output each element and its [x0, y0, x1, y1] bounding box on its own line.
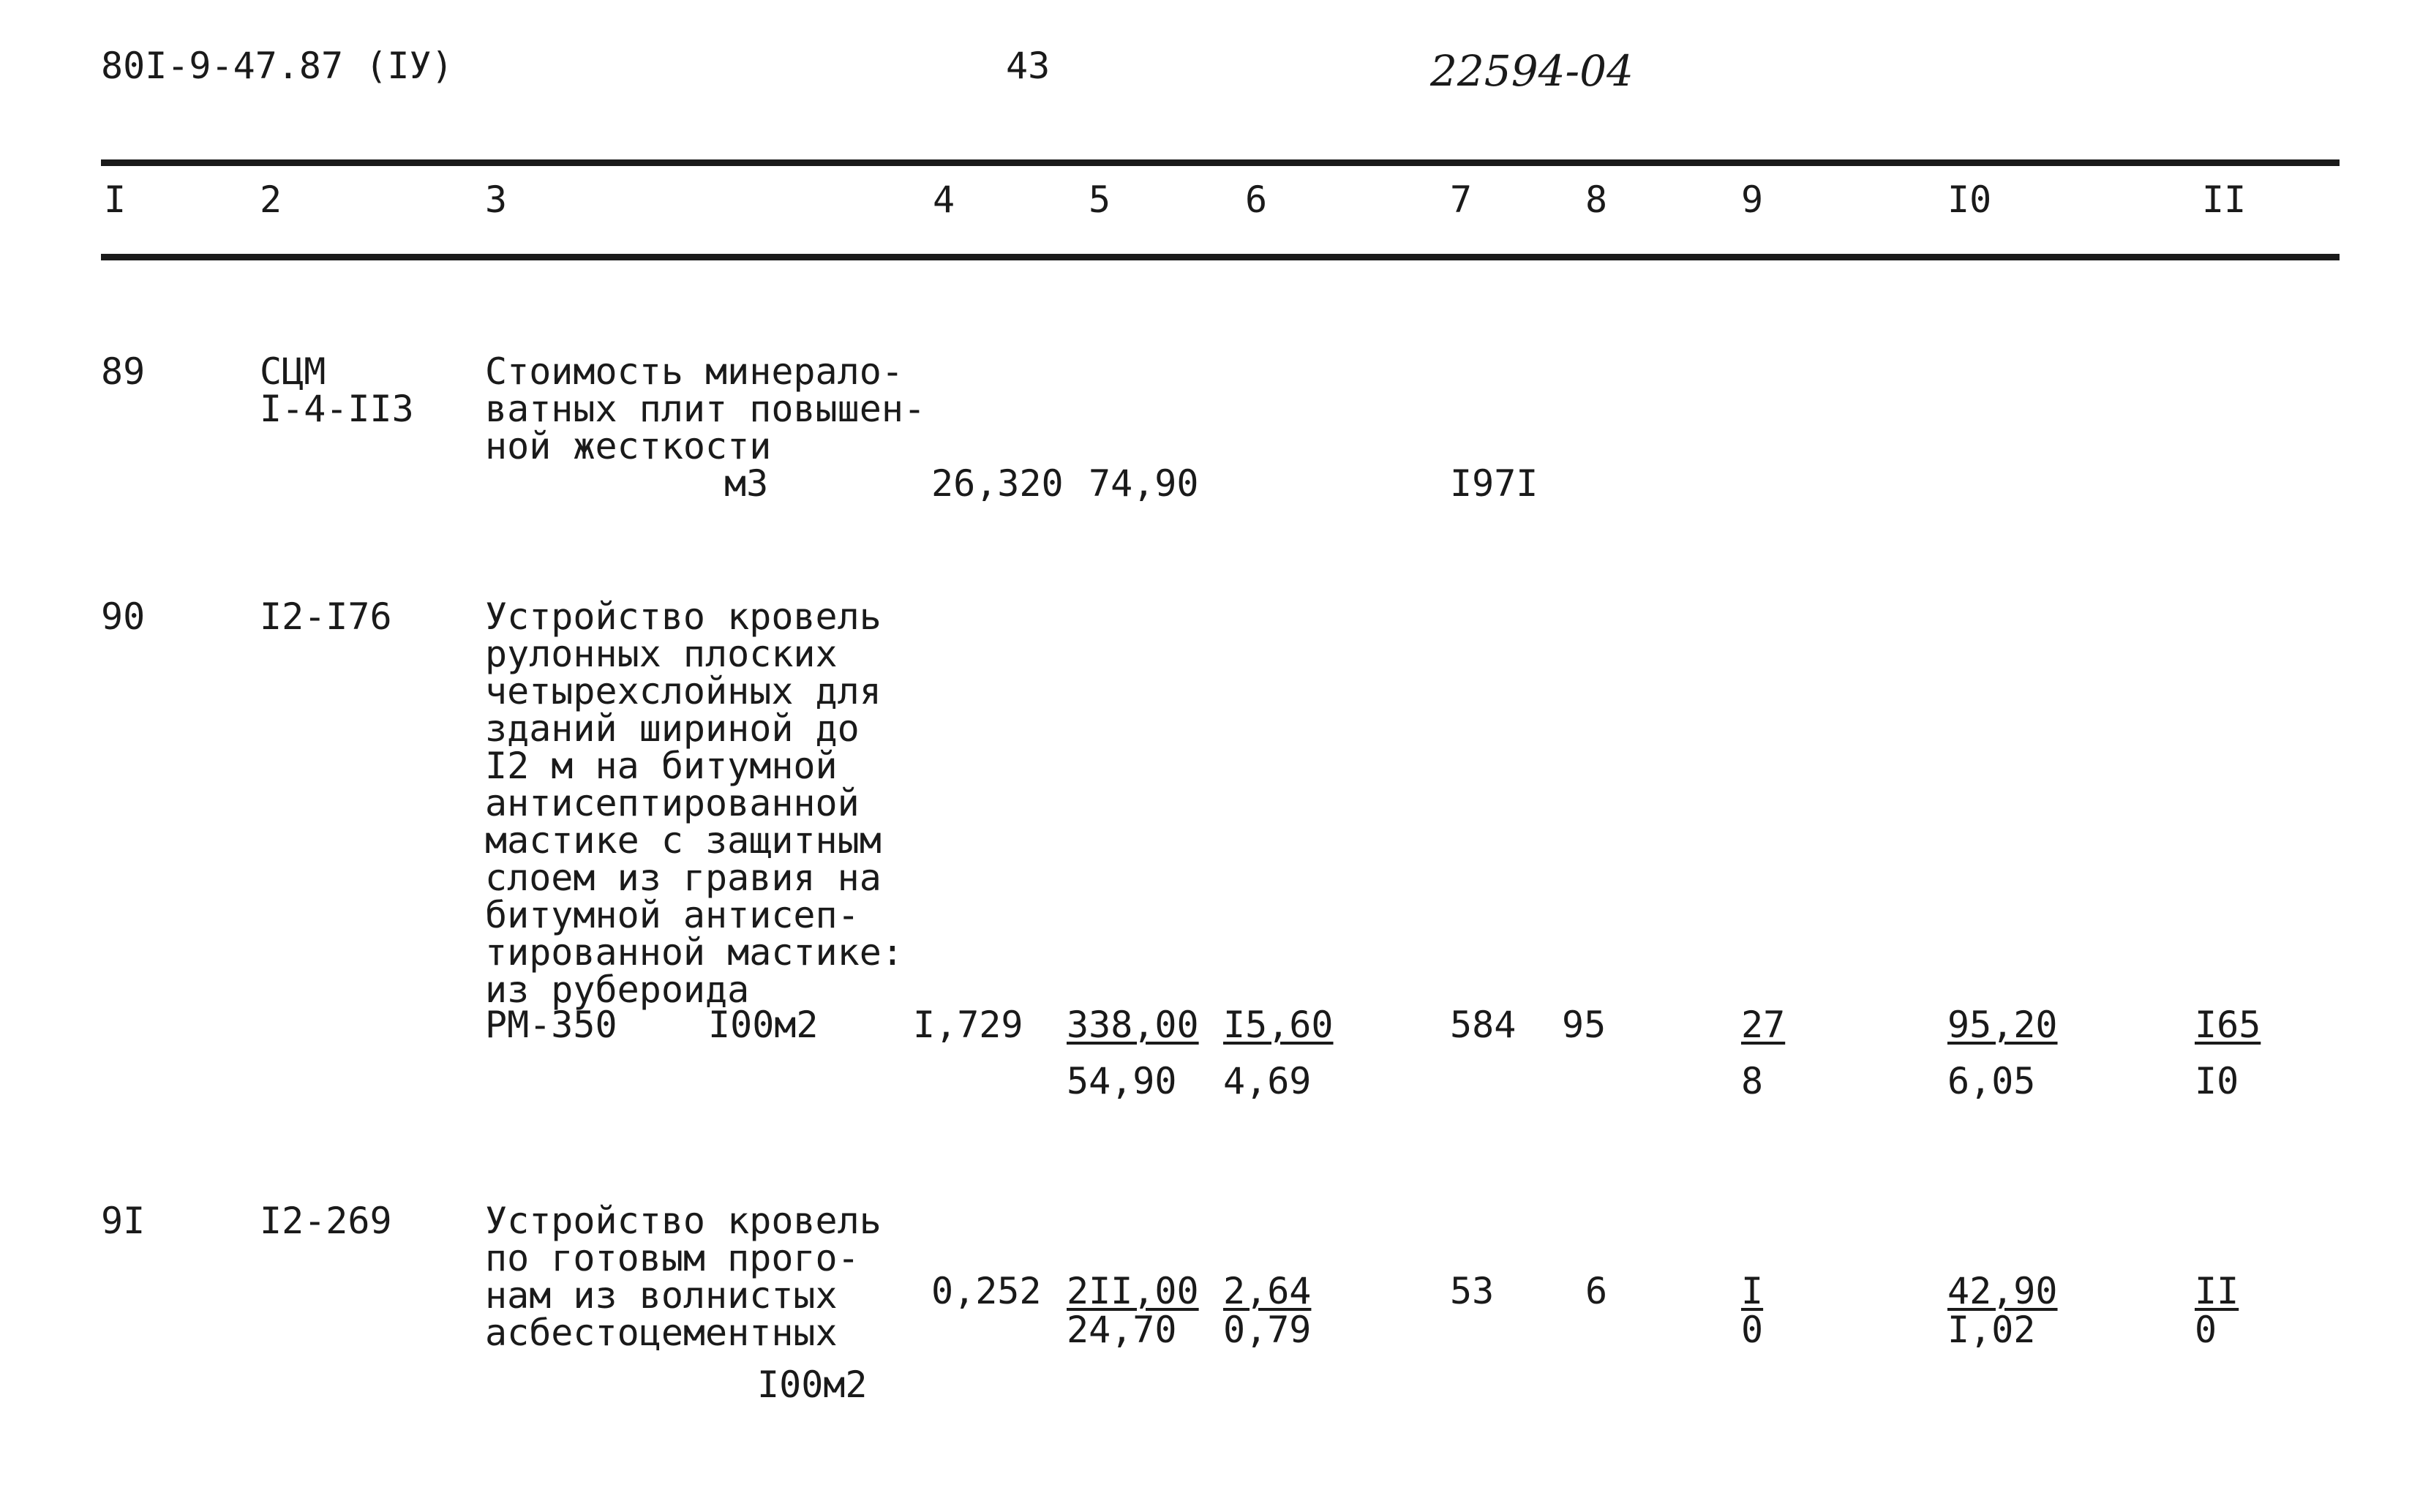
description-line: слоем из гравия на	[485, 857, 882, 899]
column-10-top: 42,90	[1947, 1270, 2058, 1312]
unit-cost-machines-wages: 4,69	[1223, 1060, 1312, 1102]
column-10-top: 95,20	[1947, 1004, 2058, 1046]
row-number: 90	[101, 595, 146, 638]
quantity: 0,252	[931, 1270, 1042, 1312]
unit-cost-machines: 2,64	[1223, 1270, 1312, 1312]
description-line: тированной мастике:	[485, 931, 903, 974]
header-bottom-rule	[101, 254, 2340, 260]
unit-cost-total: 2II,00	[1067, 1270, 1199, 1312]
column-header-7: 7	[1450, 178, 1473, 221]
description-line: ватных плит повышен-	[485, 388, 926, 430]
column-header-8: 8	[1585, 178, 1608, 221]
unit-cost-wages: 24,70	[1067, 1309, 1177, 1351]
column-header-10: I0	[1947, 178, 1992, 221]
description-line: антисептированной	[485, 782, 860, 824]
description-line: I2 м на битумной	[485, 745, 838, 787]
column-header-2: 2	[260, 178, 282, 221]
column-7-value: 584	[1450, 1004, 1517, 1046]
quantity: I,729	[913, 1004, 1023, 1046]
column-7-value: I97I	[1450, 462, 1538, 505]
description-line: нам из волнистых	[485, 1274, 838, 1317]
work-description	[485, 595, 997, 1011]
unit: м3	[724, 462, 769, 505]
work-description	[485, 1200, 997, 1354]
material-mark: РМ-350	[485, 1004, 617, 1046]
rate-code: СЦМ	[260, 350, 326, 393]
column-10-bottom: 6,05	[1947, 1060, 2036, 1102]
column-header-4: 4	[933, 178, 955, 221]
unit-cost-total: 338,00	[1067, 1004, 1199, 1046]
column-9-bottom: 8	[1741, 1060, 1764, 1102]
description-line: рулонных плоских	[485, 633, 838, 675]
unit-cost-machines-wages: 0,79	[1223, 1309, 1312, 1351]
column-header-11: II	[2202, 178, 2247, 221]
unit-price: 74,90	[1089, 462, 1199, 505]
row-number: 9I	[101, 1200, 146, 1242]
description-line: Устройство кровель	[485, 595, 882, 638]
row-number: 89	[101, 350, 146, 393]
column-header-1: I	[104, 178, 127, 221]
unit-cost-machines: I5,60	[1223, 1004, 1334, 1046]
description-line: ной жесткости	[485, 425, 772, 467]
unit: I00м2	[757, 1364, 868, 1406]
work-description	[485, 350, 997, 467]
description-line: Стоимость минерало-	[485, 350, 903, 393]
column-8-value: 95	[1562, 1004, 1607, 1046]
column-11-bottom: I0	[2195, 1060, 2239, 1102]
column-9-top: 27	[1741, 1004, 1786, 1046]
column-header-3: 3	[485, 178, 508, 221]
column-header-9: 9	[1741, 178, 1764, 221]
quantity: 26,320	[931, 462, 1064, 505]
description-line: мастике с защитным	[485, 819, 882, 862]
description-line: по готовым прого-	[485, 1237, 860, 1279]
description-line: асбестоцементных	[485, 1312, 838, 1354]
column-header-5: 5	[1089, 178, 1111, 221]
header-top-rule	[101, 159, 2340, 166]
description-line: из рубероида	[485, 968, 750, 1011]
rate-code: I2-269	[260, 1200, 392, 1242]
column-11-bottom: 0	[2195, 1309, 2217, 1351]
description-line: четырехслойных для	[485, 670, 882, 712]
description-line: битумной антисеп-	[485, 894, 860, 936]
column-10-bottom: I,02	[1947, 1309, 2036, 1351]
doc-code: 80I-9-47.87 (IУ)	[101, 45, 454, 87]
column-11-top: II	[2195, 1270, 2239, 1312]
handwritten-number: 22594-04	[1430, 46, 1634, 96]
column-11-top: I65	[2195, 1004, 2261, 1046]
column-8-value: 6	[1585, 1270, 1608, 1312]
column-7-value: 53	[1450, 1270, 1495, 1312]
description-line: Устройство кровель	[485, 1200, 882, 1242]
column-9-top: I	[1741, 1270, 1764, 1312]
column-header-6: 6	[1245, 178, 1268, 221]
rate-code: I-4-II3	[260, 388, 414, 430]
unit-cost-wages: 54,90	[1067, 1060, 1177, 1102]
column-9-bottom: 0	[1741, 1309, 1764, 1351]
unit: I00м2	[708, 1004, 819, 1046]
description-line: зданий шириной до	[485, 707, 860, 750]
rate-code: I2-I76	[260, 595, 392, 638]
page-number: 43	[1006, 45, 1051, 87]
